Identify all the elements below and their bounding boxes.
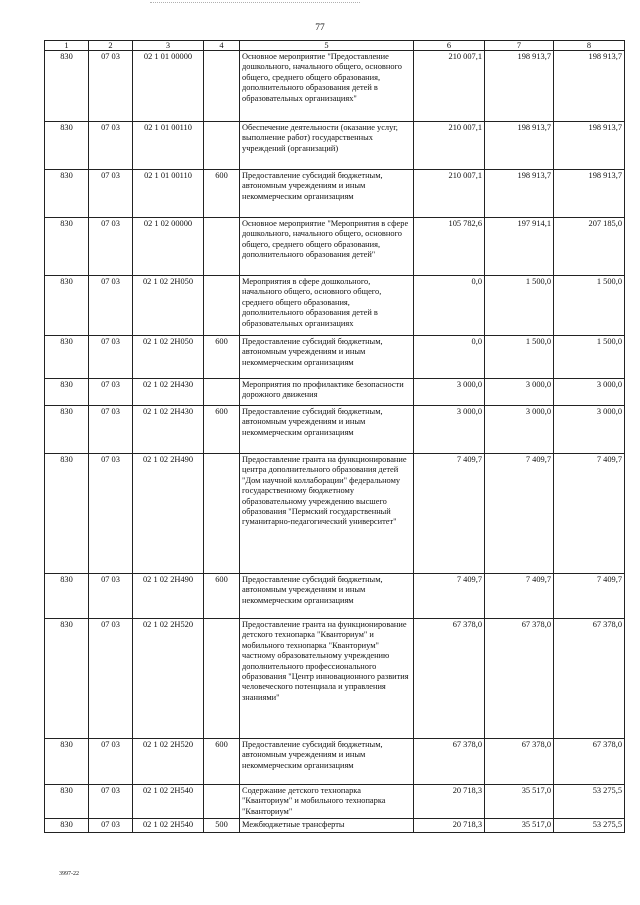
expense-type-cell: 600 [204, 574, 240, 619]
description-cell: Обеспечение деятельности (оказание услуг, выполнение работ) государственных учреждений (организаций) [240, 122, 414, 170]
target-article-cell: 02 1 02 2Н540 [133, 785, 204, 819]
amount-2024-cell: 67 378,0 [485, 739, 554, 785]
amount-2025-cell: 198 913,7 [554, 170, 625, 218]
column-header-2: 2 [89, 41, 133, 51]
table-row [45, 574, 625, 619]
amount-2023-cell: 210 007,1 [414, 122, 485, 170]
expense-type-cell [204, 276, 240, 336]
amount-2023-cell: 20 718,3 [414, 819, 485, 832]
description-cell: Предоставление субсидий бюджетным, автономным учреждениям и иным некоммерческим организациям [240, 574, 414, 619]
admin-code-cell: 830 [45, 574, 89, 619]
description-cell: Мероприятия по профилактике безопасности дорожного движения [240, 379, 414, 406]
admin-code-cell: 830 [45, 819, 89, 832]
amount-2023-cell: 67 378,0 [414, 739, 485, 785]
section-code-cell: 07 03 [89, 785, 133, 819]
amount-2025-cell: 7 409,7 [554, 574, 625, 619]
budget-table [44, 40, 625, 833]
expense-type-cell: 500 [204, 819, 240, 832]
amount-2024-cell: 35 517,0 [485, 785, 554, 819]
amount-2025-cell: 67 378,0 [554, 739, 625, 785]
amount-2023-cell: 210 007,1 [414, 170, 485, 218]
amount-2025-cell: 3 000,0 [554, 406, 625, 454]
amount-2023-cell: 20 718,3 [414, 785, 485, 819]
table-row [45, 336, 625, 379]
target-article-cell: 02 1 02 2Н520 [133, 739, 204, 785]
description-cell: Предоставление гранта на функционирование детского технопарка "Кванториум" и мобильного технопарка "Кванториум" частному образовательному учреждению дополнительного профессионального образования "Центр инновационного развития человеческого потенциала и управления знаниями" [240, 619, 414, 739]
expense-type-cell [204, 218, 240, 276]
amount-2025-cell: 53 275,5 [554, 819, 625, 832]
table-row [45, 785, 625, 819]
amount-2024-cell: 1 500,0 [485, 336, 554, 379]
column-header-7: 7 [485, 41, 554, 51]
amount-2024-cell: 35 517,0 [485, 819, 554, 832]
amount-2024-cell: 197 914,1 [485, 218, 554, 276]
amount-2024-cell: 198 913,7 [485, 51, 554, 122]
admin-code-cell: 830 [45, 379, 89, 406]
amount-2023-cell: 0,0 [414, 276, 485, 336]
amount-2025-cell: 67 378,0 [554, 619, 625, 739]
column-header-3: 3 [133, 41, 204, 51]
admin-code-cell: 830 [45, 619, 89, 739]
section-code-cell: 07 03 [89, 406, 133, 454]
amount-2023-cell: 105 782,6 [414, 218, 485, 276]
table-row [45, 819, 625, 832]
column-header-1: 1 [45, 41, 89, 51]
target-article-cell: 02 1 01 00000 [133, 51, 204, 122]
table-row [45, 406, 625, 454]
column-header-6: 6 [414, 41, 485, 51]
table-row [45, 739, 625, 785]
amount-2024-cell: 7 409,7 [485, 454, 554, 574]
expense-type-cell [204, 122, 240, 170]
expense-type-cell [204, 619, 240, 739]
target-article-cell: 02 1 02 2Н490 [133, 454, 204, 574]
expense-type-cell [204, 51, 240, 122]
admin-code-cell: 830 [45, 454, 89, 574]
target-article-cell: 02 1 02 00000 [133, 218, 204, 276]
amount-2025-cell: 3 000,0 [554, 379, 625, 406]
admin-code-cell: 830 [45, 739, 89, 785]
table-row [45, 218, 625, 276]
section-code-cell: 07 03 [89, 170, 133, 218]
admin-code-cell: 830 [45, 51, 89, 122]
target-article-cell: 02 1 01 00110 [133, 170, 204, 218]
amount-2024-cell: 3 000,0 [485, 406, 554, 454]
expense-type-cell [204, 379, 240, 406]
amount-2023-cell: 67 378,0 [414, 619, 485, 739]
table-row [45, 379, 625, 406]
table-row [45, 276, 625, 336]
amount-2023-cell: 3 000,0 [414, 406, 485, 454]
page-number: 77 [315, 23, 325, 33]
admin-code-cell: 830 [45, 406, 89, 454]
description-cell: Предоставление гранта на функционирование центра дополнительного образования детей "Дом научной коллаборации" федеральному государственному бюджетному образовательному учреждению высшего образования "Пермский государственный гуманитарно-педагогический университет" [240, 454, 414, 574]
amount-2024-cell: 1 500,0 [485, 276, 554, 336]
section-code-cell: 07 03 [89, 739, 133, 785]
table-row [45, 170, 625, 218]
description-cell: Основное мероприятие "Предоставление дошкольного, начального общего, основного общего, среднего общего образования, дополнительного образования детей в образовательных организациях" [240, 51, 414, 122]
target-article-cell: 02 1 01 00110 [133, 122, 204, 170]
section-code-cell: 07 03 [89, 51, 133, 122]
table-row [45, 51, 625, 122]
expense-type-cell: 600 [204, 336, 240, 379]
amount-2023-cell: 0,0 [414, 336, 485, 379]
amount-2023-cell: 7 409,7 [414, 454, 485, 574]
table-row [45, 619, 625, 739]
description-cell: Предоставление субсидий бюджетным, автономным учреждениям и иным некоммерческим организациям [240, 739, 414, 785]
section-code-cell: 07 03 [89, 619, 133, 739]
amount-2024-cell: 198 913,7 [485, 170, 554, 218]
expense-type-cell: 600 [204, 739, 240, 785]
section-code-cell: 07 03 [89, 574, 133, 619]
section-code-cell: 07 03 [89, 336, 133, 379]
expense-type-cell: 600 [204, 170, 240, 218]
amount-2025-cell: 1 500,0 [554, 276, 625, 336]
expense-type-cell [204, 785, 240, 819]
section-code-cell: 07 03 [89, 218, 133, 276]
amount-2025-cell: 198 913,7 [554, 51, 625, 122]
amount-2025-cell: 207 185,0 [554, 218, 625, 276]
description-cell: Содержание детского технопарка "Кванториум" и мобильного технопарка "Кванториум" [240, 785, 414, 819]
section-code-cell: 07 03 [89, 276, 133, 336]
description-cell: Предоставление субсидий бюджетным, автономным учреждениям и иным некоммерческим организациям [240, 406, 414, 454]
amount-2023-cell: 7 409,7 [414, 574, 485, 619]
table-row [45, 122, 625, 170]
amount-2024-cell: 198 913,7 [485, 122, 554, 170]
expense-type-cell: 600 [204, 406, 240, 454]
section-code-cell: 07 03 [89, 379, 133, 406]
target-article-cell: 02 1 02 2Н050 [133, 276, 204, 336]
admin-code-cell: 830 [45, 170, 89, 218]
amount-2024-cell: 3 000,0 [485, 379, 554, 406]
admin-code-cell: 830 [45, 785, 89, 819]
admin-code-cell: 830 [45, 218, 89, 276]
target-article-cell: 02 1 02 2Н490 [133, 574, 204, 619]
admin-code-cell: 830 [45, 276, 89, 336]
scan-artifact-line [150, 2, 360, 4]
section-code-cell: 07 03 [89, 122, 133, 170]
column-header-8: 8 [554, 41, 625, 51]
document-code: 3997-22 [59, 871, 79, 877]
description-cell: Межбюджетные трансферты [240, 819, 414, 832]
amount-2025-cell: 198 913,7 [554, 122, 625, 170]
description-cell: Основное мероприятие "Мероприятия в сфере дошкольного, начального общего, основного общего, среднего общего образования, дополнительного образования детей" [240, 218, 414, 276]
amount-2025-cell: 7 409,7 [554, 454, 625, 574]
table-row [45, 454, 625, 574]
admin-code-cell: 830 [45, 122, 89, 170]
amount-2025-cell: 1 500,0 [554, 336, 625, 379]
column-header-5: 5 [240, 41, 414, 51]
section-code-cell: 07 03 [89, 819, 133, 832]
expense-type-cell [204, 454, 240, 574]
target-article-cell: 02 1 02 2Н050 [133, 336, 204, 379]
amount-2024-cell: 7 409,7 [485, 574, 554, 619]
amount-2025-cell: 53 275,5 [554, 785, 625, 819]
target-article-cell: 02 1 02 2Н430 [133, 406, 204, 454]
description-cell: Предоставление субсидий бюджетным, автономным учреждениям и иным некоммерческим организациям [240, 170, 414, 218]
target-article-cell: 02 1 02 2Н540 [133, 819, 204, 832]
amount-2023-cell: 3 000,0 [414, 379, 485, 406]
section-code-cell: 07 03 [89, 454, 133, 574]
amount-2024-cell: 67 378,0 [485, 619, 554, 739]
column-header-4: 4 [204, 41, 240, 51]
amount-2023-cell: 210 007,1 [414, 51, 485, 122]
target-article-cell: 02 1 02 2Н520 [133, 619, 204, 739]
description-cell: Мероприятия в сфере дошкольного, начального общего, основного общего, среднего общего образования, дополнительного образования детей в образовательных организациях [240, 276, 414, 336]
table-header-row [45, 41, 625, 51]
target-article-cell: 02 1 02 2Н430 [133, 379, 204, 406]
description-cell: Предоставление субсидий бюджетным, автономным учреждениям и иным некоммерческим организациям [240, 336, 414, 379]
admin-code-cell: 830 [45, 336, 89, 379]
